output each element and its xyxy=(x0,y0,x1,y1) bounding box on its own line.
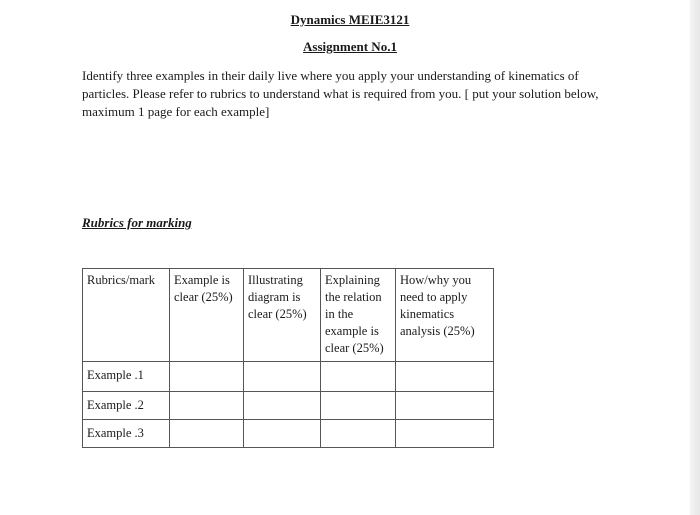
header-cell-rubrics-mark: Rubrics/mark xyxy=(83,269,170,362)
table-row xyxy=(83,362,494,392)
header-cell-example-clear: Example is clear (25%) xyxy=(170,269,244,362)
page-edge-shadow xyxy=(690,0,700,515)
rubric-table xyxy=(82,268,494,448)
score-cell[interactable] xyxy=(396,362,494,392)
row-label-example-2: Example .2 xyxy=(83,392,170,420)
table-row xyxy=(83,420,494,448)
score-cell[interactable] xyxy=(170,420,244,448)
row-label-example-3: Example .3 xyxy=(83,420,170,448)
score-cell[interactable] xyxy=(321,420,396,448)
header-cell-diagram-clear: Illustrating diagram is clear (25%) xyxy=(244,269,321,362)
score-cell[interactable] xyxy=(244,362,321,392)
intro-paragraph: Identify three examples in their daily live where you apply your understanding of kinematics of particles. Please refer to rubrics to understand what is required from you. [ put your solution below, maximum 1 page for each example] xyxy=(82,68,599,119)
score-cell[interactable] xyxy=(321,392,396,420)
document-title: Dynamics MEIE3121 xyxy=(290,12,410,27)
score-cell[interactable] xyxy=(321,362,396,392)
score-cell[interactable] xyxy=(244,420,321,448)
assignment-title: Assignment No.1 xyxy=(303,39,397,54)
score-cell[interactable] xyxy=(396,392,494,420)
table-row xyxy=(83,392,494,420)
header-cell-kinematics-analysis: How/why you need to apply kinematics analysis (25%) xyxy=(396,269,494,362)
score-cell[interactable] xyxy=(244,392,321,420)
score-cell[interactable] xyxy=(170,362,244,392)
header-cell-relation-clear: Explaining the relation in the example is clear (25%) xyxy=(321,269,396,362)
score-cell[interactable] xyxy=(170,392,244,420)
table-header-row xyxy=(83,269,494,362)
score-cell[interactable] xyxy=(396,420,494,448)
row-label-example-1: Example .1 xyxy=(83,362,170,392)
rubrics-heading: Rubrics for marking xyxy=(82,215,192,230)
